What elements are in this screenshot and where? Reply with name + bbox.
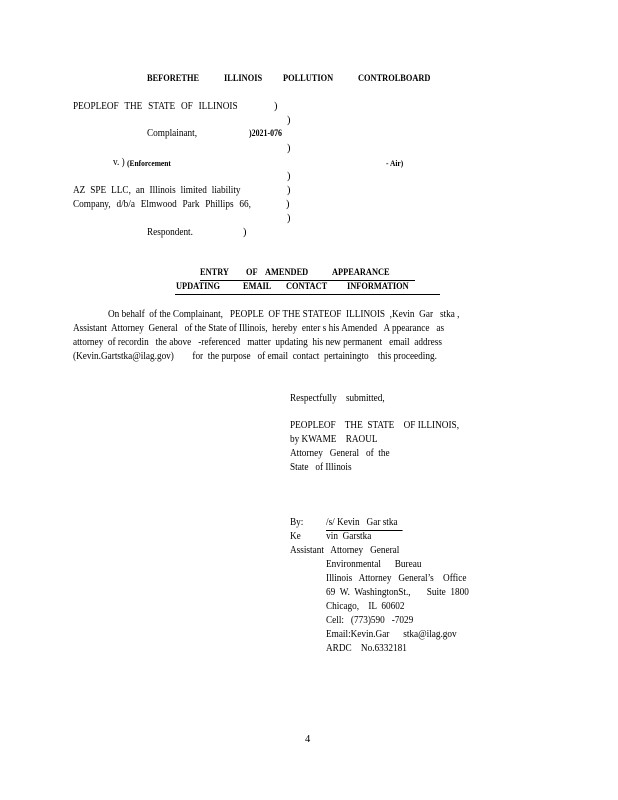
heading-word-5: UPDATING <box>176 282 220 292</box>
plaintiff-name: PEOPLEOF THE STATE OF ILLINOIS <box>73 101 238 112</box>
court-word-2: ILLINOIS <box>224 74 263 84</box>
body-line-3: attorney of recordin the above -referenced matter updating his new permanent email address <box>73 337 442 348</box>
caption-paren-1: ) <box>274 101 278 112</box>
city-state-zip: Chicago, IL 60602 <box>326 601 405 612</box>
email-address: Email:Kevin.Gar stka@ilag.gov <box>326 629 457 640</box>
body-line-1: On behalf of the Complainant, PEOPLE OF THE STATEOF ILLINOIS ,Kevin Gar stka , <box>108 309 460 320</box>
cell-phone: Cell: (773)590 -7029 <box>326 615 414 626</box>
caption-paren-5: ) <box>287 185 291 196</box>
signer-name: Ke vin Garstka <box>290 531 372 542</box>
heading-word-7: CONTACT <box>286 282 328 292</box>
by-label: By: <box>290 517 304 528</box>
heading-word-2: OF <box>246 268 258 278</box>
caption-paren-8: ) <box>243 227 247 238</box>
complainant-label: Complainant, <box>147 128 198 139</box>
caption-paren-3: ) <box>287 143 291 154</box>
defendant-line-1: AZ SPE LLC, an Illinois limited liability <box>73 185 241 196</box>
heading-word-6: EMAIL <box>243 282 272 292</box>
ardc-number: ARDC No.6332181 <box>326 643 407 654</box>
heading-rule-2 <box>175 294 440 295</box>
heading-word-4: APPEARANCE <box>332 268 390 278</box>
caption-paren-6: ) <box>286 199 290 210</box>
heading-word-8: INFORMATION <box>347 282 409 292</box>
caption-paren-4: ) <box>287 171 291 182</box>
caption-paren-7: ) <box>287 213 291 224</box>
page-number: 4 <box>305 734 311 745</box>
court-word-4: CONTROLBOARD <box>358 74 431 84</box>
caption-paren-2: ) <box>287 115 291 126</box>
signature-by-ag: by KWAME RAOUL <box>290 434 378 445</box>
heading-word-3: AMENDED <box>265 268 309 278</box>
body-line-2: Assistant Attorney General of the State of Illinois, hereby enter s his Amended A ppearance as <box>73 323 445 334</box>
defendant-line-2: Company, d/b/a Elmwood Park Phillips 66, <box>73 199 251 210</box>
electronic-signature: /s/ Kevin Gar stka <box>326 518 403 531</box>
respondent-label: Respondent. <box>147 227 193 238</box>
air-label: - Air) <box>386 158 404 168</box>
bureau: Environmental Bureau <box>326 559 422 570</box>
case-number: )2021-076 <box>249 128 282 138</box>
signature-ag-state: State of Illinois <box>290 462 352 473</box>
office: Illinois Attorney General’s Office <box>326 573 467 584</box>
enforcement-label: (Enforcement <box>127 158 171 168</box>
versus-label: v. ) <box>113 157 125 168</box>
signature-party: PEOPLEOF THE STATE OF ILLINOIS, <box>290 420 460 431</box>
court-word-1: BEFORETHE <box>147 74 200 84</box>
closing: Respectfully submitted, <box>290 393 385 404</box>
signature-ag-title: Attorney General of the <box>290 448 390 459</box>
heading-rule-1 <box>200 280 415 281</box>
court-word-3: POLLUTION <box>283 74 334 84</box>
heading-word-1: ENTRY <box>200 268 229 278</box>
street-address: 69 W. WashingtonSt., Suite 1800 <box>326 587 469 598</box>
body-line-4: (Kevin.Gartstka@ilag.gov) for the purpose of email contact pertainingto this proceeding. <box>73 351 437 362</box>
signer-title: Assistant Attorney General <box>290 545 400 556</box>
